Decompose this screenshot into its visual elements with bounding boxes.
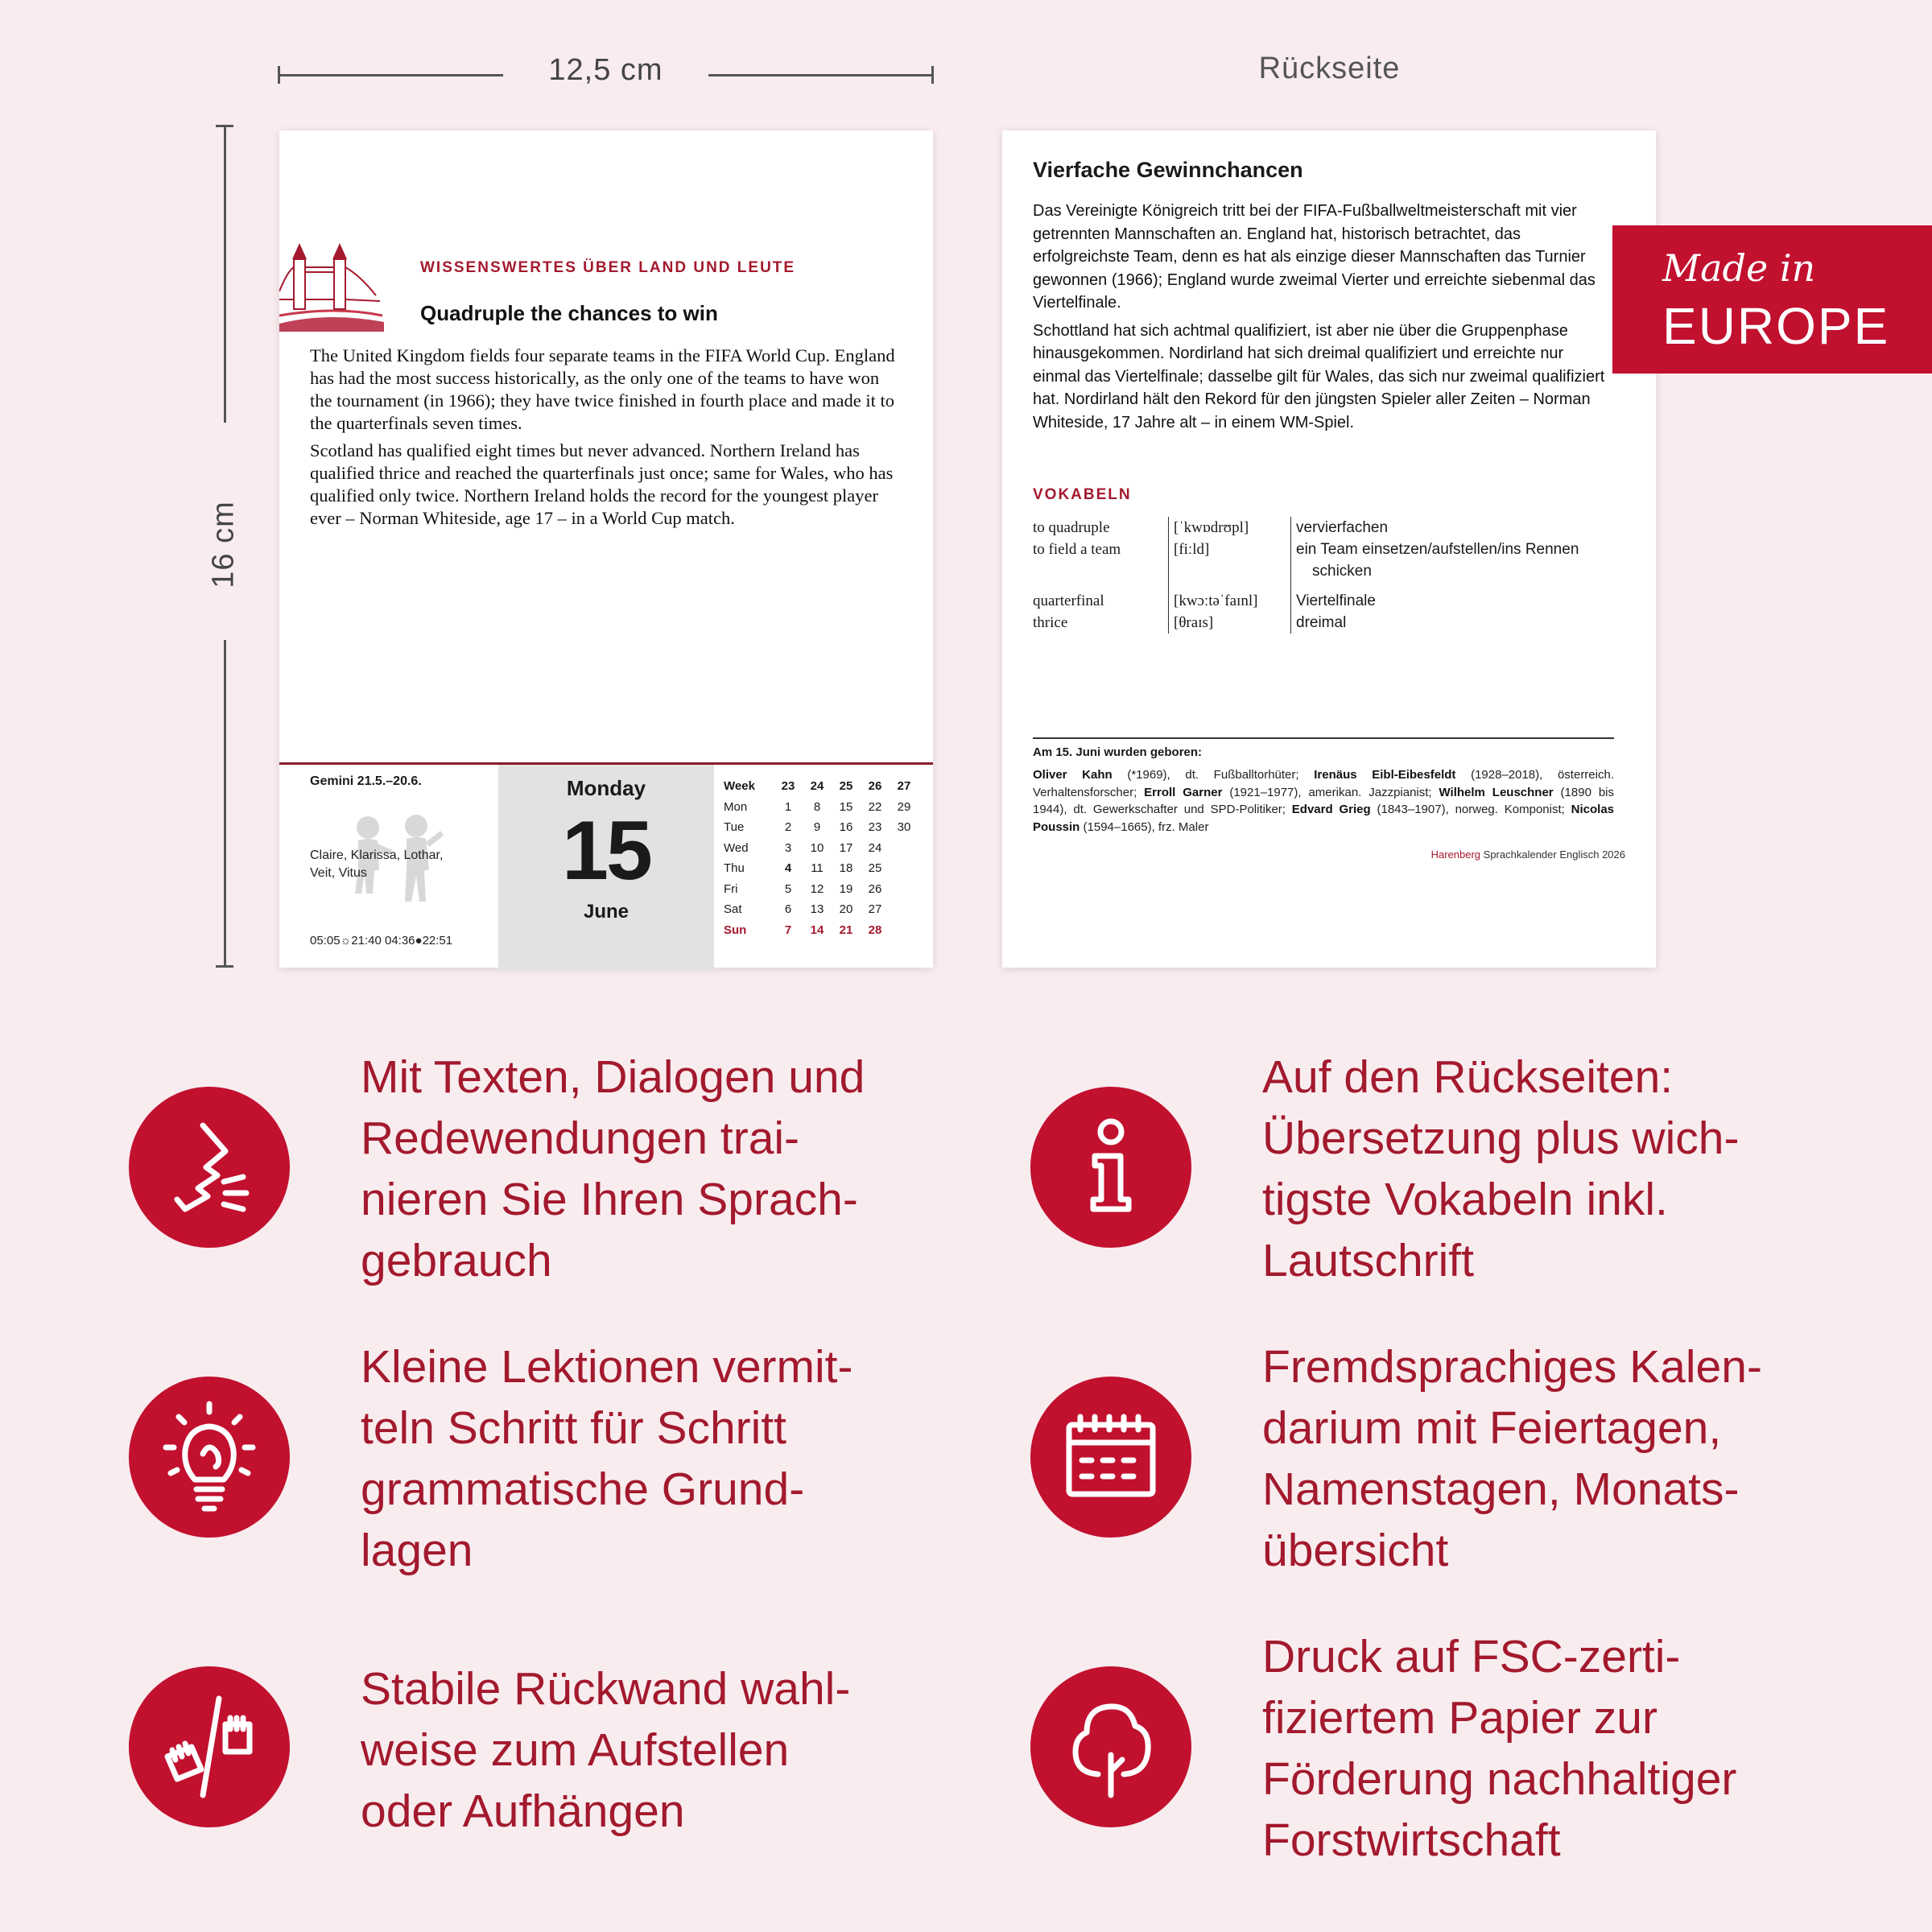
mini-calendar-cell: 24 bbox=[868, 840, 882, 855]
calendar-front-page bbox=[279, 130, 933, 968]
born-person-desc: (*1969), dt. Fußballtorhüter; bbox=[1112, 768, 1315, 782]
mini-calendar-cell: Mon bbox=[724, 799, 748, 814]
month: June bbox=[583, 901, 629, 923]
mini-calendar-cell: 30 bbox=[897, 820, 911, 835]
mini-calendar-row bbox=[724, 879, 919, 900]
feature-text: Kleine Lektionen vermit- teln Schritt für Schritt grammatische Grund- lagen bbox=[361, 1341, 853, 1576]
info-icon bbox=[1030, 1087, 1191, 1248]
mini-calendar-cell: Week bbox=[724, 779, 755, 794]
feature-text: Fremdsprachiges Kalen- darium mit Feiertagen, Namenstagen, Monats- übersicht bbox=[1262, 1341, 1762, 1576]
mini-calendar-cell: 18 bbox=[839, 861, 853, 876]
category-label: WISSENSWERTES ÜBER LAND UND LEUTE bbox=[420, 259, 796, 276]
speaking-face-icon bbox=[129, 1087, 290, 1248]
mini-calendar-cell: 27 bbox=[868, 902, 882, 917]
mini-calendar-cell: 10 bbox=[810, 840, 824, 855]
born-list bbox=[1033, 766, 1614, 836]
mini-calendar-cell: 5 bbox=[784, 881, 792, 896]
vocab-heading: VOKABELN bbox=[1033, 486, 1132, 503]
day-number: 15 bbox=[562, 804, 650, 898]
mini-calendar-cell: 7 bbox=[784, 923, 792, 937]
front-title: Quadruple the chances to win bbox=[420, 301, 718, 325]
mini-calendar-cell: Thu bbox=[724, 861, 745, 876]
mini-calendar-cell: Fri bbox=[724, 881, 738, 896]
mini-calendar-cell: 26 bbox=[868, 779, 882, 794]
mini-calendar-cell: 28 bbox=[868, 923, 882, 937]
mini-calendar-cell: 23 bbox=[781, 779, 795, 794]
front-paragraph: Scotland has qualified eight times but never advanced. Northern Ireland has qualified thrice and reached the quarterfinals just once; same for Wales, who has qualified only twice. Northern Ireland holds the record for the youngest player ever – Norman Whiteside, age 17 – in a World Cup match. bbox=[310, 440, 894, 528]
born-person-desc: (1594–1665), frz. Maler bbox=[1080, 819, 1209, 834]
mini-calendar-row bbox=[724, 858, 919, 879]
zodiac-label: Gemini 21.5.–20.6. bbox=[310, 774, 422, 788]
day-display bbox=[498, 765, 714, 970]
born-person-name: Oliver Kahn bbox=[1033, 768, 1113, 782]
mini-calendar-row bbox=[724, 899, 919, 920]
mini-calendar-row bbox=[724, 838, 919, 859]
feature-text: Mit Texten, Dialogen und Redewendungen trai- nieren Sie Ihren Sprach- gebrauch bbox=[361, 1051, 865, 1286]
feature-text: Auf den Rückseiten: Übersetzung plus wich- tigste Vokabeln inkl. Lautschrift bbox=[1262, 1051, 1740, 1286]
vocab-row: quarterfinal [kwɔːtəˈfaɪnl] Viertelfinale bbox=[1033, 590, 1612, 612]
mini-calendar-cell: 14 bbox=[810, 923, 824, 937]
mini-calendar-cell: 11 bbox=[811, 861, 824, 876]
mini-calendar-cell: 20 bbox=[839, 902, 853, 917]
mini-calendar-cell: 6 bbox=[784, 902, 792, 917]
mini-calendar-cell: 4 bbox=[784, 861, 792, 876]
mini-calendar-cell: 12 bbox=[810, 881, 824, 896]
mini-calendar-cell bbox=[890, 858, 919, 879]
mini-calendar-cell bbox=[890, 838, 919, 859]
mini-calendar-cell: 22 bbox=[868, 799, 882, 814]
vocab-table bbox=[1033, 517, 1612, 634]
mini-calendar-cell: 2 bbox=[784, 820, 792, 835]
back-side-label: Rückseite bbox=[1258, 52, 1401, 85]
born-person-name: Wilhelm Leuschner bbox=[1439, 785, 1554, 799]
mini-calendar-cell: Tue bbox=[724, 820, 745, 835]
feature-text: Druck auf FSC-zerti- fiziertem Papier zur Förderung nachhaltiger Forstwirtschaft bbox=[1262, 1631, 1737, 1866]
mini-calendar-cell: 25 bbox=[839, 779, 853, 794]
mini-calendar-cell: 25 bbox=[868, 861, 882, 876]
weekday: Monday bbox=[566, 776, 646, 800]
mini-calendar-cell: 24 bbox=[810, 779, 824, 794]
calendar-icon bbox=[1030, 1377, 1191, 1538]
mini-calendar-cell: 21 bbox=[839, 923, 853, 937]
born-person-desc: (1843–1907), norweg. Komponist; bbox=[1370, 803, 1571, 816]
calendar-back-page bbox=[1002, 130, 1656, 968]
mini-calendar-cell: 17 bbox=[839, 840, 853, 855]
mini-calendar-header bbox=[724, 776, 919, 797]
mini-calendar-cell: 16 bbox=[839, 820, 853, 835]
vocab-row: thrice [θraɪs] dreimal bbox=[1033, 612, 1612, 634]
mini-calendar-cell: Sat bbox=[724, 902, 742, 917]
born-person-desc: (1921–1977), amerikan. Jazzpianist; bbox=[1222, 785, 1439, 799]
mini-calendar-cell: 26 bbox=[868, 881, 882, 896]
mini-calendar-cell bbox=[890, 879, 919, 900]
mini-calendar-cell: 13 bbox=[810, 902, 824, 917]
mini-calendar-cell: 9 bbox=[813, 820, 821, 835]
back-paragraph: Schottland hat sich achtmal qualifiziert, ist aber nie über die Gruppenphase hinausgekommen. Nordirland hat sich dreimal qualifiziert und erreichte nur einmal das Viertelfinale; dasselbe gilt für Wales, das sich nur zweimal qualifiziert hat. Nordirland hält den Rekord für den jüngsten Spieler aller Zeiten – Norman Whiteside, 17 Jahre alt – in einem WM-Spiel. bbox=[1033, 321, 1605, 431]
mini-calendar-cell: 1 bbox=[784, 799, 792, 814]
divider bbox=[1033, 737, 1614, 739]
mini-calendar-row bbox=[724, 797, 919, 818]
back-text bbox=[1033, 200, 1612, 439]
mini-calendar-cell: Wed bbox=[724, 840, 749, 855]
born-person-name: Nicolas Poussin bbox=[1033, 803, 1615, 834]
front-text bbox=[310, 345, 906, 535]
vocab-row: schicken bbox=[1033, 560, 1612, 582]
stand-hang-icon bbox=[129, 1666, 290, 1827]
width-label: 12,5 cm bbox=[548, 53, 663, 87]
born-person-name: Erroll Garner bbox=[1144, 785, 1223, 799]
height-dimension bbox=[206, 125, 241, 968]
badge-main: EUROPE bbox=[1662, 297, 1890, 355]
date-strip bbox=[279, 762, 933, 968]
height-label: 16 cm bbox=[206, 501, 241, 588]
mini-calendar bbox=[724, 776, 925, 940]
born-person-name: Edvard Grieg bbox=[1291, 803, 1371, 816]
born-person-desc: (1890 bis 1944), dt. Gewerkschafter und SPD-Politiker; bbox=[1033, 785, 1615, 816]
back-paragraph: Das Vereinigte Königreich tritt bei der FIFA-Fußballweltmeisterschaft mit vier getrennten Mannschaften an. England hat, historisch betrachtet, das erfolgreichste Team, denn es hat als einzige dieser Mannschaften das Turnier gewonnen (1966); England wurde zweimal Vierter und erreichte siebenmal das Viertelfinale. bbox=[1033, 202, 1596, 312]
name-days bbox=[310, 847, 443, 882]
sun-moon-times: 05:05☼21:40 04:36●22:51 bbox=[310, 934, 453, 947]
mini-calendar-cell: 3 bbox=[784, 840, 792, 855]
born-heading: Am 15. Juni wurden geboren: bbox=[1033, 745, 1203, 759]
mini-calendar-cell bbox=[890, 899, 919, 920]
front-paragraph: The United Kingdom fields four separate teams in the FIFA World Cup. England has had the most success historically, as the only one of the teams to have won the tournament (in 1966); they have twice finished in fourth place and made it to the quarterfinals seven times. bbox=[310, 345, 895, 433]
made-in-europe-badge bbox=[1612, 225, 1932, 374]
mini-calendar-cell: 27 bbox=[897, 779, 911, 794]
tower-bridge-icon bbox=[279, 235, 384, 332]
lightbulb-icon bbox=[129, 1377, 290, 1538]
mini-calendar-cell: 23 bbox=[868, 820, 882, 835]
feature-text: Stabile Rückwand wahl- weise zum Aufstellen oder Aufhängen bbox=[361, 1663, 851, 1837]
mini-calendar-row bbox=[724, 920, 919, 941]
mini-calendar-cell: 8 bbox=[813, 799, 821, 814]
mini-calendar-cell: Sun bbox=[724, 923, 747, 937]
born-person-desc: (1928–2018), österreich. Verhaltensforscher; bbox=[1033, 768, 1614, 799]
width-dimension bbox=[278, 53, 934, 87]
back-title: Vierfache Gewinnchancen bbox=[1033, 158, 1303, 182]
mini-calendar-cell bbox=[890, 920, 919, 941]
mini-calendar-cell: 15 bbox=[839, 799, 853, 814]
name-days-line: Veit, Vitus bbox=[310, 866, 367, 880]
mini-calendar-cell: 29 bbox=[897, 799, 911, 814]
vocab-row: to quadruple [ˈkwɒdrʊpl] vervierfachen bbox=[1033, 517, 1612, 539]
publisher-footer: Harenberg Sprachkalender Englisch 2026 bbox=[1430, 848, 1625, 861]
mini-calendar-row bbox=[724, 817, 919, 838]
badge-script: Made in bbox=[1662, 246, 1816, 290]
born-person-name: Irenäus Eibl-Eibesfeldt bbox=[1314, 768, 1456, 782]
tree-icon bbox=[1030, 1666, 1191, 1827]
vocab-row: to field a team [fiːld] ein Team einsetzen/aufstellen/ins Rennen bbox=[1033, 539, 1612, 560]
name-days-line: Claire, Klarissa, Lothar, bbox=[310, 848, 444, 862]
mini-calendar-cell: 19 bbox=[839, 881, 853, 896]
